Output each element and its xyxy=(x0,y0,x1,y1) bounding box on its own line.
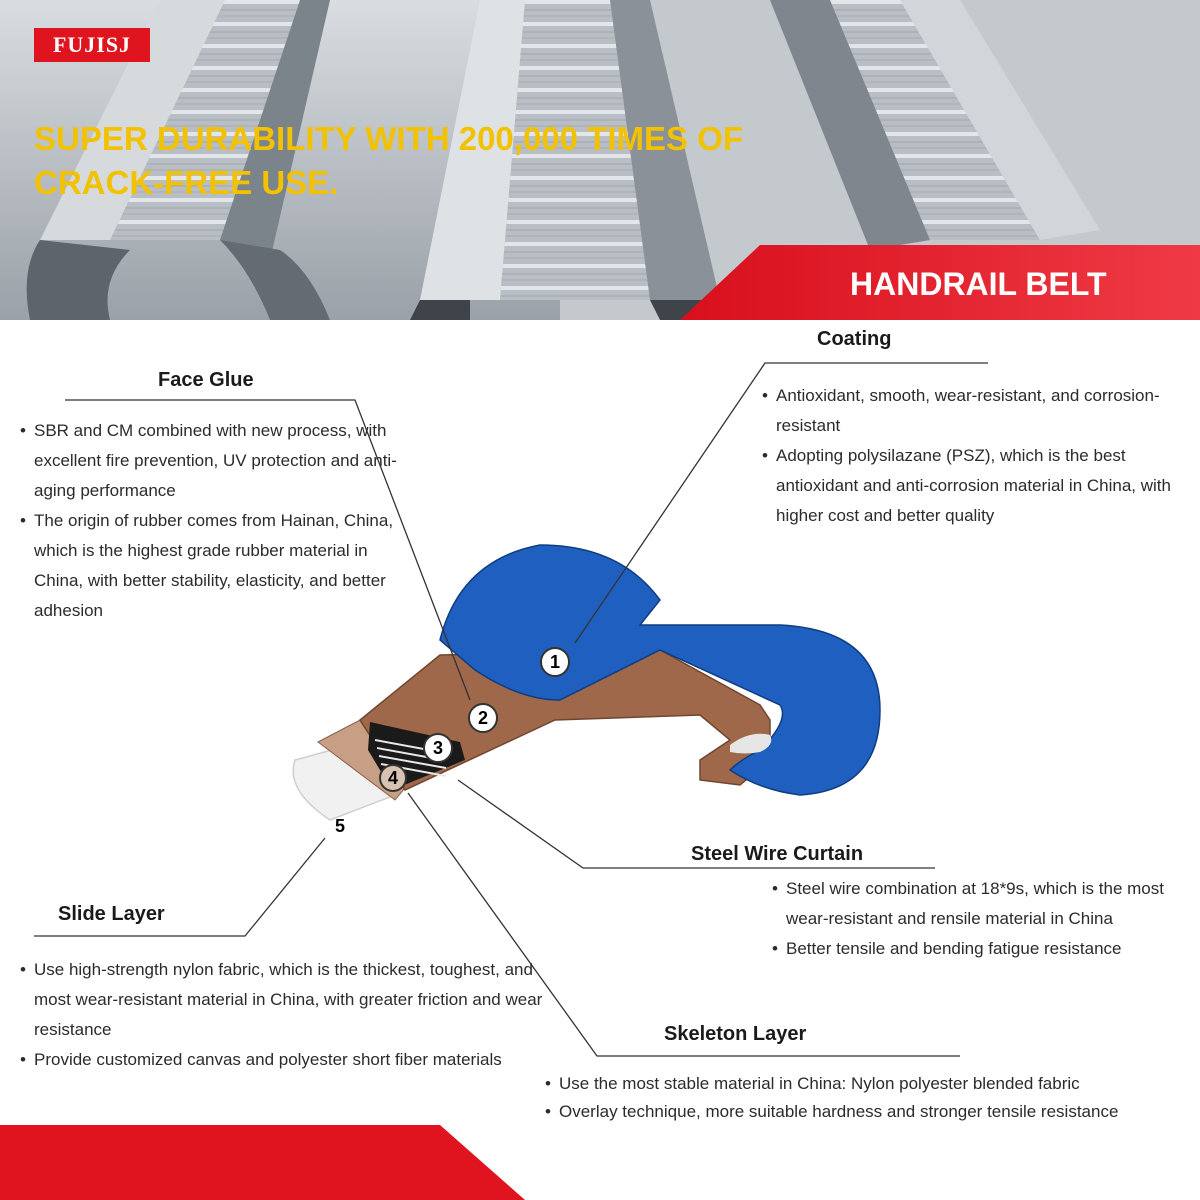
skeleton-layer-bullets xyxy=(545,1070,1190,1126)
steel-wire-bullets xyxy=(772,874,1197,964)
slide-layer-bullet-1: • Use high-strength nylon fabric, which is the thickest, toughest, and most wear-resistant material in China, with greater friction and wear resistance xyxy=(20,955,560,1045)
marker-4 xyxy=(380,765,406,791)
skeleton-layer-bullet-1: • Use the most stable material in China: Nylon polyester blended fabric xyxy=(545,1070,1190,1098)
bottom-band xyxy=(0,1125,525,1200)
brand-logo: FUJISJ xyxy=(34,28,150,62)
svg-text:3: 3 xyxy=(432,738,444,758)
coating-bullet-2: • Adopting polysilazane (PSZ), which is the best antioxidant and anti-corrosion material in China, with higher cost and better quality xyxy=(762,441,1172,531)
face-glue-bullet-1: • SBR and CM combined with new process, with excellent fire prevention, UV protection and anti-aging performance xyxy=(20,416,400,506)
slide-layer-bullets xyxy=(20,955,560,1075)
product-label: HANDRAIL BELT xyxy=(850,266,1107,302)
skeleton-layer-title: Skeleton Layer xyxy=(664,1023,807,1045)
marker-5 xyxy=(335,816,345,836)
svg-text:1: 1 xyxy=(549,652,561,672)
steel-wire-title: Steel Wire Curtain xyxy=(691,843,864,865)
coating-title: Coating xyxy=(817,328,892,350)
marker-2 xyxy=(469,704,497,732)
coating-bullets xyxy=(762,381,1172,531)
headline: SUPER DURABILITY WITH 200,000 TIMES OF CRACK-FREE USE. xyxy=(34,120,744,201)
slide-layer-bullet-2: • Provide customized canvas and polyester short fiber materials xyxy=(20,1045,560,1075)
steel-wire-bullet-1: • Steel wire combination at 18*9s, which is the most wear-resistant and rensile material in China xyxy=(772,874,1197,934)
marker-1 xyxy=(541,648,569,676)
slide-layer-title: Slide Layer xyxy=(58,903,165,925)
skeleton-layer-bullet-2: • Overlay technique, more suitable hardness and stronger tensile resistance xyxy=(545,1098,1190,1126)
marker-3 xyxy=(424,734,452,762)
svg-text:4: 4 xyxy=(387,768,399,788)
steel-wire-bullet-2: • Better tensile and bending fatigue resistance xyxy=(772,934,1197,964)
face-glue-title: Face Glue xyxy=(158,369,254,391)
svg-text:5: 5 xyxy=(334,816,346,836)
face-glue-bullet-2: • The origin of rubber comes from Hainan, China, which is the highest grade rubber material in China, with better stability, elasticity, and better adhesion xyxy=(20,506,400,626)
svg-text:2: 2 xyxy=(477,708,489,728)
face-glue-bullets xyxy=(20,416,400,626)
coating-bullet-1: • Antioxidant, smooth, wear-resistant, and corrosion-resistant xyxy=(762,381,1172,441)
